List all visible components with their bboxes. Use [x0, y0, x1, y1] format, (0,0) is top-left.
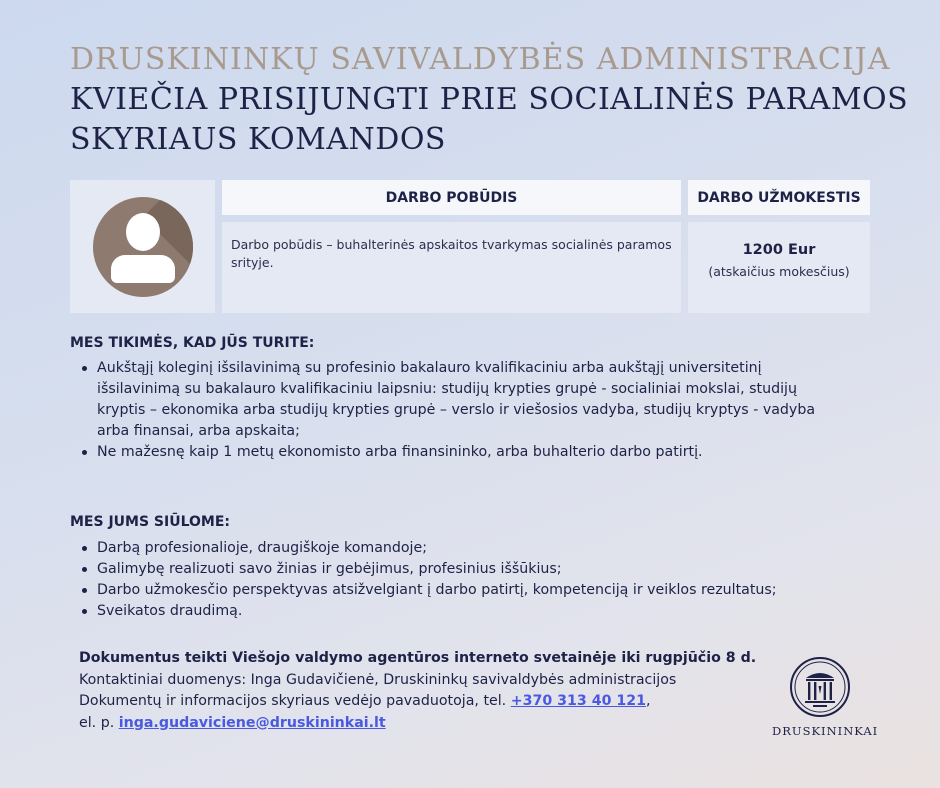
- list-item: Ne mažesnę kaip 1 metų ekonomisto arba finansininko, arba buhalterio darbo patirtį.: [78, 442, 848, 463]
- email-link[interactable]: inga.gudaviciene@druskininkai.lt: [118, 714, 386, 731]
- list-item: Galimybę realizuoti savo žinias ir gebėjimus, profesinius iššūkius;: [78, 559, 858, 580]
- druskininkai-emblem-icon: [789, 656, 851, 718]
- list-item: Sveikatos draudimą.: [78, 601, 858, 622]
- pobudis-text: Darbo pobūdis – buhalterinės apskaitos tvarkymas socialinės paramos srityje.: [231, 237, 672, 270]
- list-item: Darbą profesionalioje, draugiškoje komandoje;: [78, 538, 858, 559]
- expect-list: [78, 358, 848, 463]
- title-organization: DRUSKININKŲ SAVIVALDYBĖS ADMINISTRACIJA: [70, 42, 891, 77]
- contact-line3-prefix: el. p.: [79, 714, 115, 731]
- phone-link[interactable]: +370 313 40 121: [510, 693, 647, 709]
- header-darbo-pobudis: DARBO POBŪDIS: [222, 180, 681, 215]
- avatar-placeholder-icon: [93, 197, 193, 297]
- salary-note: (atskaičius mokesčius): [708, 264, 850, 279]
- deadline-text: Dokumentus teikti Viešojo valdymo agentūros interneto svetainėje iki rugpjūčio 8 d.: [79, 650, 757, 666]
- expect-section-title: MES TIKIMĖS, KAD JŪS TURITE:: [70, 335, 315, 351]
- poster-title: [70, 40, 909, 160]
- contact-line2-suffix: ,: [646, 693, 651, 709]
- avatar-cell: [70, 180, 215, 313]
- cell-darbo-pobudis: [222, 222, 681, 313]
- druskininkai-logo: [772, 656, 879, 738]
- list-item: Darbo užmokesčio perspektyvas atsižvelgiant į darbo patirtį, kompetenciją ir veiklos rezultatus;: [78, 580, 858, 601]
- contact-line1: Kontaktiniai duomenys: Inga Gudavičienė, Druskininkų savivaldybės administracijos: [79, 671, 677, 688]
- list-item: Aukštąjį koleginį išsilavinimą su profesinio bakalauro kvalifikaciniu arba aukštąjį universitetinį išsilavinimą su bakalauro kvalifikaciniu laipsniu: studijų krypties grupė - socialiniai mokslai, studijų kryptis – ekonomika arba studijų krypties grupė – verslo ir viešosios vadyba, studijų kryptys - vadyba arba finansai, arba apskaita;: [78, 358, 848, 442]
- logo-text: DRUSKININKAI: [772, 724, 879, 738]
- contact-line2: [79, 691, 756, 713]
- cell-darbo-uzmokestis: [688, 222, 870, 313]
- title-invitation-line2: SKYRIAUS KOMANDOS: [70, 122, 446, 157]
- offer-list: [78, 538, 858, 622]
- title-invitation-line1: KVIEČIA PRISIJUNGTI PRIE SOCIALINĖS PARAMOS: [70, 82, 909, 117]
- contact-line2-prefix: Dokumentų ir informacijos skyriaus vedėjo pavaduotoja, tel.: [79, 693, 507, 709]
- salary-value: 1200 Eur: [742, 242, 816, 258]
- header-darbo-uzmokestis: DARBO UŽMOKESTIS: [688, 180, 870, 215]
- contact-line3: [79, 713, 756, 735]
- contacts-block: [79, 648, 756, 734]
- offer-section-title: MES JUMS SIŪLOME:: [70, 514, 230, 530]
